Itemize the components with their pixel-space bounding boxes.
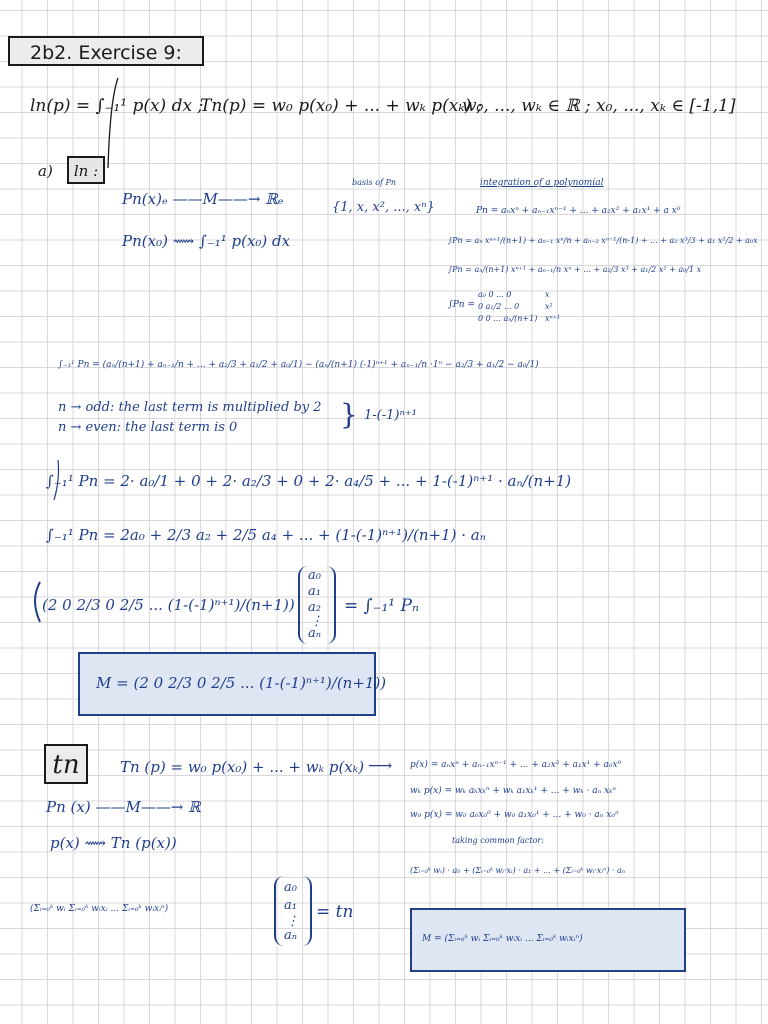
column-vector (298, 566, 336, 644)
part-a-label: a) (38, 162, 53, 180)
equals-tn: = tn (316, 902, 354, 922)
result-tn: M = (Σᵢ₌₀ᵏ wᵢ Σᵢ₌₀ᵏ wᵢxᵢ ... Σᵢ₌₀ᵏ wᵢxᵢⁿ) (422, 934, 583, 944)
vector-entry: a₂ (308, 600, 321, 615)
wk-line: wₖ p(x) = wₖ aₖxₖⁿ + wₖ a₁xₖ¹ + ... + wₖ · aₙ xₖⁿ (410, 786, 617, 796)
ln-definition: ln(p) = ∫₋₁¹ p(x) dx ; (30, 96, 204, 116)
tn-column-vector (274, 876, 312, 946)
vector-entry: x (545, 290, 550, 299)
common-factor-title: taking common factor: (452, 836, 544, 845)
matrix-row: 0 0 ... aₙ/(n+1) (478, 314, 538, 323)
sign-factor: 1-(-1)ⁿ⁺¹ (364, 408, 417, 423)
ln-map-top: Pn(x)ₑ ——M——→ ℝₑ (122, 190, 284, 208)
basis-title: basis of Pn (352, 178, 397, 187)
row-vector: (2 0 2/3 0 2/5 ... (1-(-1)ⁿ⁺¹)/(n+1)) (42, 596, 295, 614)
vector-entry: xⁿ⁺¹ (545, 314, 561, 323)
integral-line-1: ∫Pn = aₙ xⁿ⁺¹/(n+1) + aₙ₋₁ xⁿ/n + aₙ₋₂ xⁿ⁻¹/(n-1) + ... + a₂ x³/3 + a₁ x²/2 + a₀x (448, 236, 758, 245)
exercise-title: 2b2. Exercise 9: (8, 36, 204, 66)
implies-arrow: ⟶ (368, 756, 393, 776)
integral-line-2: ∫Pn = aₙ/(n+1) xⁿ⁺¹ + aₙ₋₁/n xⁿ + ... + a₂/3 x³ + a₁/2 x² + a₀/1 x (448, 265, 702, 274)
matrix-row: 0 a₁/2 ... 0 (478, 302, 520, 311)
basis-set: {1, x, x², ..., xⁿ} (332, 200, 435, 215)
p-expansion: p(x) = aₙxⁿ + aₙ₋₁xⁿ⁻¹ + ... + a₂x² + a₁x¹ + a₀x⁰ (410, 760, 622, 770)
vector-entry: a₀ (284, 880, 297, 895)
brace-glyph: } (340, 398, 358, 431)
tn-box: tn (44, 744, 88, 784)
domain-definition: w₀, ..., wₖ ∈ ℝ ; x₀, ..., xₖ ∈ [-1,1] (462, 96, 736, 116)
integral-matrix-label: ∫Pn = (448, 300, 475, 310)
tn-map-bottom: p(x) ⟿ Tn (p(x)) (50, 834, 177, 852)
sum-line-2: ∫₋₁¹ Pn = 2a₀ + 2/3 a₂ + 2/5 a₄ + ... + (1-(-1)ⁿ⁺¹)/(n+1) · aₙ (46, 526, 486, 544)
definite-integral: ∫₋₁¹ Pn = (aₙ/(n+1) + aₙ₋₁/n + ... + a₂/3 + a₁/2 + a₀/1) − (aₙ/(n+1) (-1)ⁿ⁺¹ + aₙ₋₁/n ·1ⁿ − a₂/3 + a₁/2 − a₀/1) (58, 360, 539, 370)
tn-definition: Tn(p) = w₀ p(x₀) + ... + wₖ p(xₖ) ; (200, 96, 483, 116)
polynomial: Pn = aₙxⁿ + aₙ₋₁xⁿ⁻¹ + ... + a₂x² + a₁x¹ + a x⁰ (476, 206, 681, 216)
vector-entry: x² (545, 302, 553, 311)
result-box-tn (410, 908, 686, 972)
ln-box: ln : (67, 156, 105, 184)
even-case: n → even: the last term is 0 (58, 420, 238, 435)
equals-integral: = ∫₋₁¹ Pₙ (344, 596, 419, 616)
result-ln: M = (2 0 2/3 0 2/5 ... (1-(-1)ⁿ⁺¹)/(n+1)) (96, 674, 387, 692)
vector-entry: ⋮ (286, 914, 299, 929)
factor-sum: (Σᵢ₌₀ᵏ wᵢ) · a₀ + (Σᵢ₌₀ᵏ wᵢ·xᵢ) · a₁ + ... + (Σᵢ₌₀ᵏ wᵢ·xᵢⁿ) · aₙ (410, 866, 625, 875)
vector-entry: a₁ (308, 584, 321, 599)
vector-entry: aₙ (308, 626, 322, 641)
vector-entry: a₁ (284, 898, 297, 913)
left-paren-stroke (35, 582, 40, 622)
result-box-ln (78, 652, 387, 716)
matrix-row: a₀ 0 ... 0 (478, 290, 512, 299)
vector-entry: ⋮ (310, 614, 323, 629)
integral-stroke (108, 78, 118, 168)
tn-definition-line: Tn (p) = w₀ p(x₀) + ... + wₖ p(xₖ) (120, 758, 365, 776)
tn-map-top: Pn (x) ——M——→ ℝ (46, 798, 201, 816)
w0-line: w₀ p(x) = w₀ a₀x₀⁰ + w₀ a₁x₀¹ + ... + w₀ · aₙ x₀ⁿ (410, 810, 619, 820)
odd-case: n → odd: the last term is multiplied by 2 (58, 400, 322, 415)
tn-row-vector: (Σᵢ₌₀ᵏ wᵢ Σᵢ₌₀ᵏ wᵢxᵢ ... Σᵢ₌₀ᵏ wᵢxᵢⁿ) (30, 904, 169, 914)
sum-line-1: ∫₋₁¹ Pn = 2· a₀/1 + 0 + 2· a₂/3 + 0 + 2· a₄/5 + ... + 1-(-1)ⁿ⁺¹ · aₙ/(n+1) (46, 472, 572, 490)
integration-title: integration of a polynomial (480, 178, 604, 188)
vector-entry: a₀ (308, 568, 321, 583)
vector-entry: aₙ (284, 928, 298, 943)
ln-map-bottom: Pn(x₀) ⟿ ∫₋₁¹ p(x₀) dx (122, 232, 291, 250)
